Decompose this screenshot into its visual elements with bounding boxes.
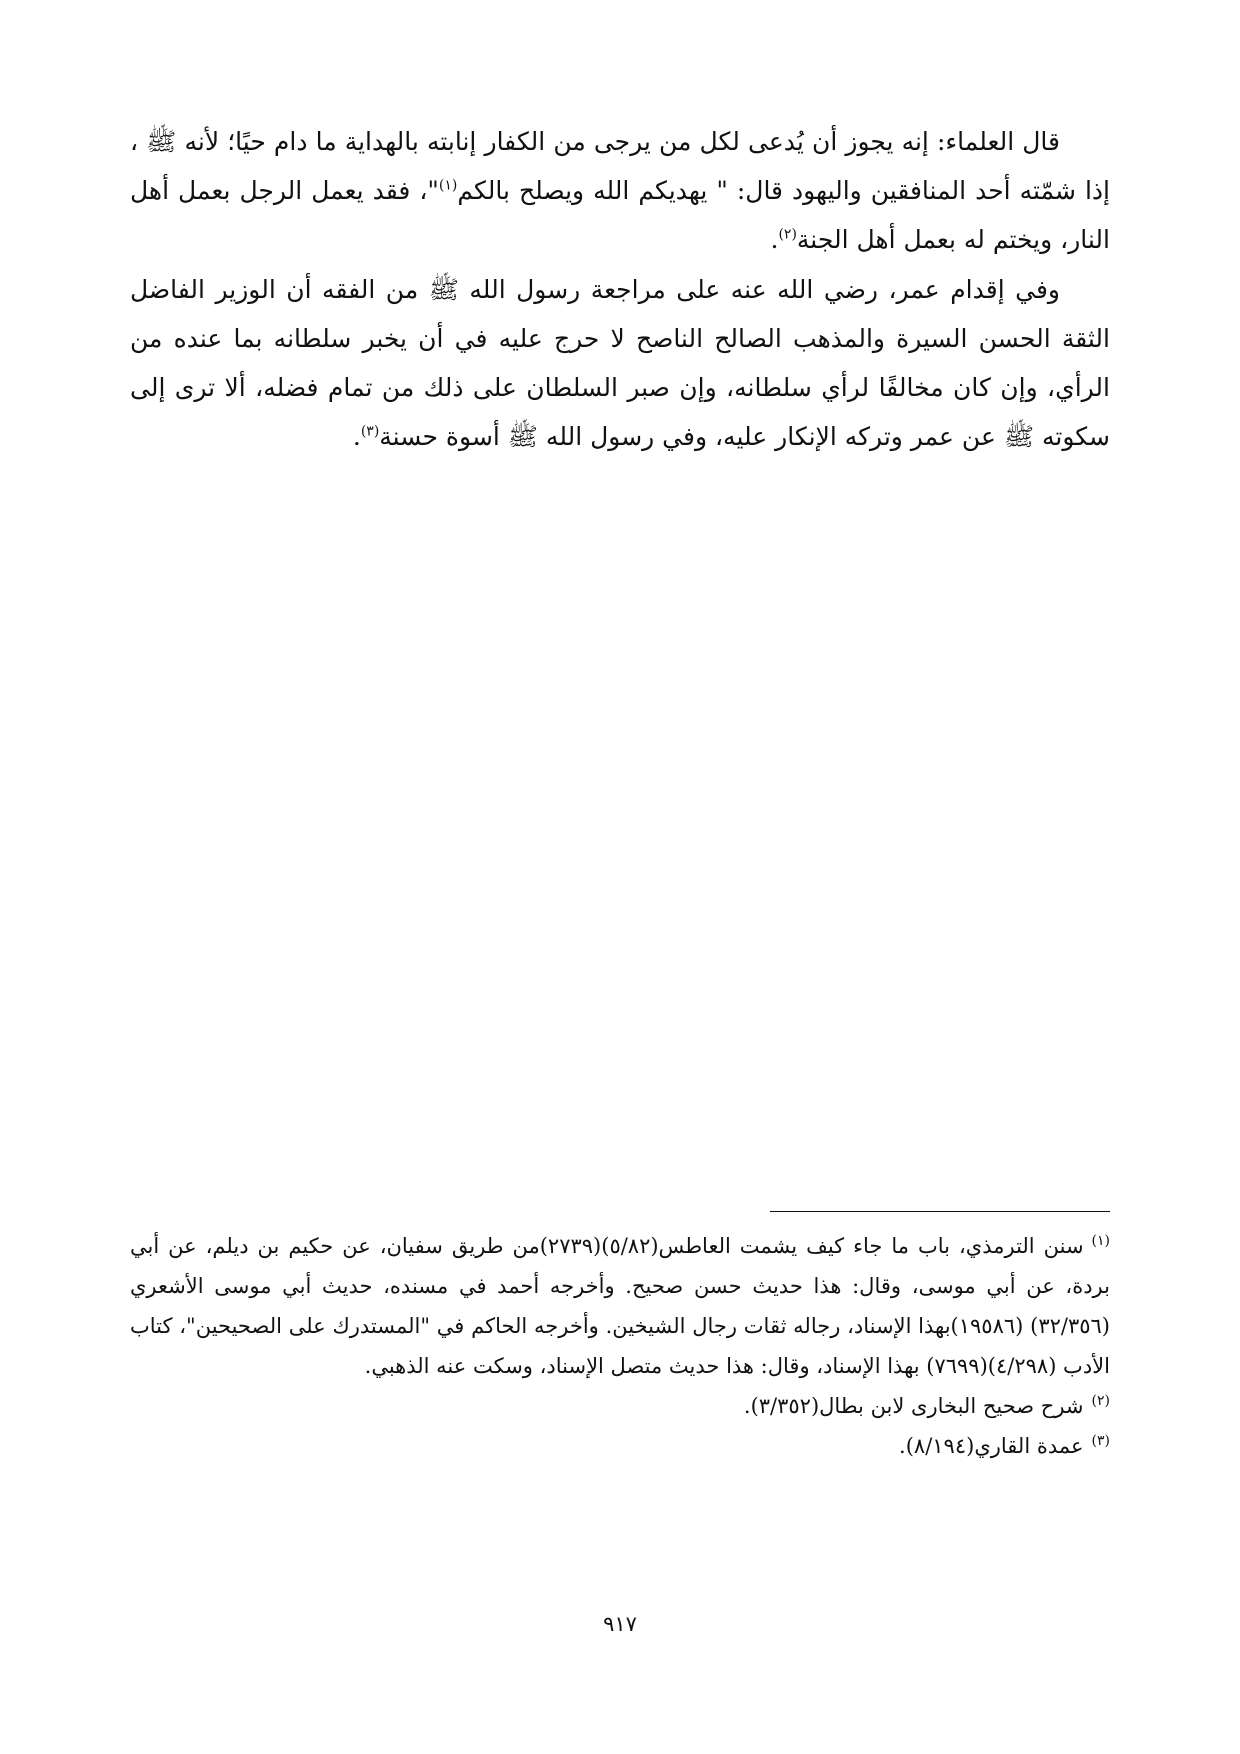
footnote-1-text: سنن الترمذي، باب ما جاء كيف يشمت العاطس(٥/٨٢)(٢٧٣٩)من طريق سفيان، عن حكيم بن ديلم، عن أبي بردة، عن أبي موسى، وقال: هذا حديث حسن صحيح. وأخرجه أحمد في مسنده، حديث أبي موسى الأشعري (٣٢/٣٥٦) (١٩٥٨٦)بهذا الإسناد، رجاله ثقات رجال الشيخين. وأخرجه الحاكم في "المستدرك على الصحيحين"، كتاب الأدب (٤/٢٩٨)(٧٦٩٩) بهذا الإسناد، وقال: هذا حديث متصل الإسناد، وسكت عنه الذهبي. <box>130 1234 1110 1378</box>
footnote-2-text: شرح صحيح البخارى لابن بطال(٣/٣٥٢). <box>743 1394 1084 1418</box>
footnote-1-number: (١) <box>1091 1233 1111 1249</box>
paragraph-2-text <box>130 265 1110 461</box>
paragraph-1 <box>130 117 1110 264</box>
footnote-ref-3[interactable]: (٣) <box>360 423 380 440</box>
footnotes-section <box>130 1226 1110 1466</box>
paragraph-1-middle: "، فقد يعمل الرجل بعمل أهل النار، ويختم له بعمل أهل الجنة <box>130 176 1110 254</box>
footnote-3 <box>130 1426 1110 1466</box>
page-number: ٩١٧ <box>603 1612 637 1636</box>
paragraph-2 <box>130 265 1110 461</box>
footnote-ref-1[interactable]: (١) <box>438 177 458 194</box>
paragraph-2-end: . <box>352 422 361 451</box>
paragraph-2-body: وفي إقدام عمر، رضي الله عنه على مراجعة رسول الله ﷺ من الفقه أن الوزير الفاضل الثقة الحسن السيرة والمذهب الصالح الناصح لا حرج عليه في أن يخبر سلطانه بما عنده من الرأي، وإن كان مخالفًا لرأي سلطانه، وإن صبر السلطان على ذلك من تمام فضله، ألا ترى إلى سكوته ﷺ عن عمر وتركه الإنكار عليه، وفي رسول الله ﷺ أسوة حسنة <box>130 275 1110 451</box>
footnote-2 <box>130 1386 1110 1426</box>
paragraph-1-end: . <box>770 225 779 254</box>
footnote-ref-2[interactable]: (٢) <box>778 226 797 243</box>
footnote-divider <box>770 1211 1110 1212</box>
paragraph-1-before-ref: قال العلماء: إنه يجوز أن يُدعى لكل من يرجى من الكفار إنابته بالهداية ما دام حيًا؛ لأنه ﷺ ، إذا شمّته أحد المنافقين واليهود قال: " يهديكم الله ويصلح بالكم <box>130 127 1110 205</box>
footnote-3-text: عمدة القاري(٨/١٩٤). <box>899 1434 1084 1458</box>
footnote-2-number: (٢) <box>1091 1393 1110 1409</box>
footnote-3-number: (٣) <box>1091 1433 1110 1449</box>
footnote-1 <box>130 1226 1110 1386</box>
paragraph-1-text <box>130 117 1110 264</box>
